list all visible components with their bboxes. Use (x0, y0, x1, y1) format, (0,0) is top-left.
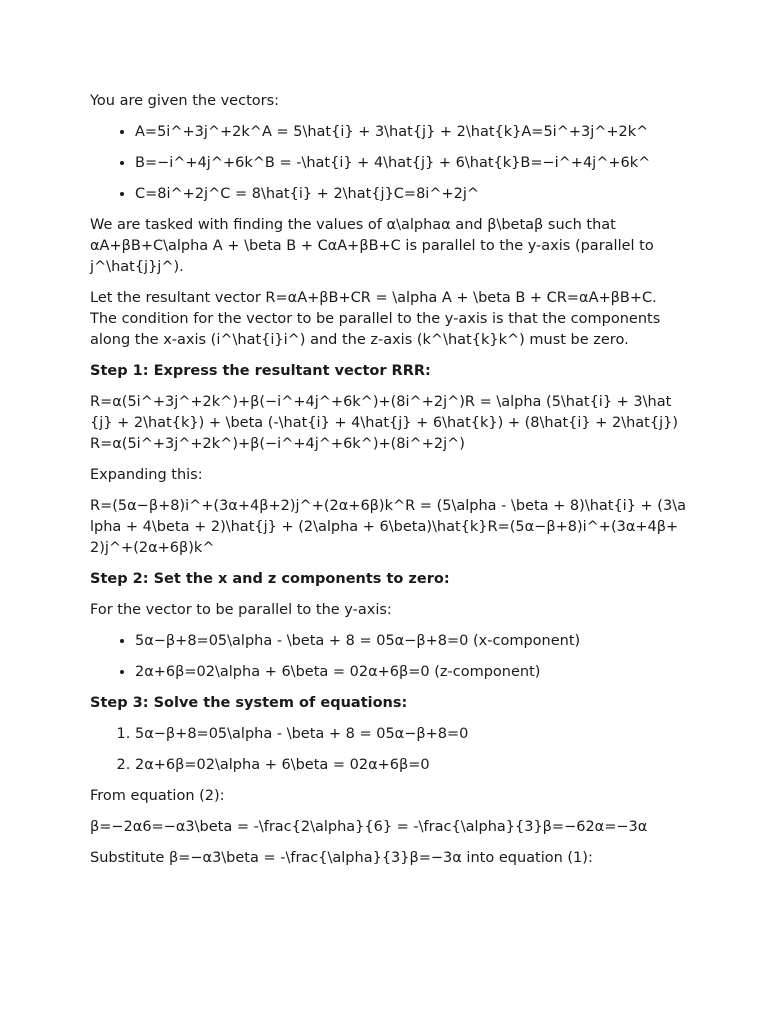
vectors-list (90, 122, 686, 205)
from-equation-2-text: From equation (2): (90, 788, 225, 804)
step1-heading: Step 1: Express the resultant vector RRR: (90, 363, 431, 379)
task-text: We are tasked with finding the values of α\alphaα and β\betaβ such that αA+βB+C\alpha A + \beta B + CαA+βB+C is parallel to the y-axis (parallel to j^\hat{j}j^). (90, 217, 654, 275)
document-content (90, 91, 686, 879)
step1-equation: R=α(5i^+3j^+2k^)+β(−i^+4j^+6k^)+(8i^+2j^)R = \alpha (5\hat{i} + 3\hat{j} + 2\hat{k}) + \beta (-\hat{i} + 4\hat{j} + 6\hat{k}) + (8\hat{i} + 2\hat{j})R=α(5i^+3j^+2k^)+β(−i^+4j^+6k^)+(8i^+2j^) (90, 394, 679, 452)
resultant-intro-text: Let the resultant vector R=αA+βB+CR = \alpha A + \beta B + CR=αA+βB+C. The condition for the vector to be parallel to the y-axis is that the components along the x-axis (i^\hat{i}i^) and the z-axis (k^\hat{k}k^) must be zero. (90, 290, 661, 348)
intro-text: You are given the vectors: (90, 93, 280, 109)
step2-intro-text: For the vector to be parallel to the y-axis: (90, 602, 392, 618)
list-item: 1. 5α−β+8=05\alpha - \beta + 8 = 05α−β+8=0 (135, 724, 686, 745)
expanded-equation: R=(5α−β+8)i^+(3α+4β+2)j^+(2α+6β)k^R = (5\alpha - \beta + 8)\hat{i} + (3\alpha + 4\beta + 2)\hat{j} + (2\alpha + 6\beta)\hat{k}R=(5α−β+8)i^+(3α+4β+2)j^+(2α+6β)k^ (90, 498, 686, 556)
expanding-label: Expanding this: (90, 467, 203, 483)
list-item: • 2α+6β=02\alpha + 6\beta = 02α+6β=0 (z-component) (135, 662, 686, 683)
list-item: • C=8i^+2j^C = 8\hat{i} + 2\hat{j}C=8i^+2j^ (135, 184, 686, 205)
beta-equation: β=−2α6=−α3\beta = -\frac{2\alpha}{6} = -\frac{\alpha}{3}β=−62α​=−3α​ (90, 819, 648, 835)
list-item: • A=5i^+3j^+2k^A = 5\hat{i} + 3\hat{j} + 2\hat{k}A=5i^+3j^+2k^ (135, 122, 686, 143)
step3-list (90, 724, 686, 776)
list-item: • 5α−β+8=05\alpha - \beta + 8 = 05α−β+8=0 (x-component) (135, 631, 686, 652)
substitute-text: Substitute β=−α3\beta = -\frac{\alpha}{3}β=−3α​ into equation (1): (90, 850, 593, 866)
step2-heading: Step 2: Set the x and z components to zero: (90, 571, 450, 587)
list-item: 2. 2α+6β=02\alpha + 6\beta = 02α+6β=0 (135, 755, 686, 776)
step3-heading: Step 3: Solve the system of equations: (90, 695, 408, 711)
list-item: • B=−i^+4j^+6k^B = -\hat{i} + 4\hat{j} + 6\hat{k}B=−i^+4j^+6k^ (135, 153, 686, 174)
step2-list (90, 631, 686, 683)
